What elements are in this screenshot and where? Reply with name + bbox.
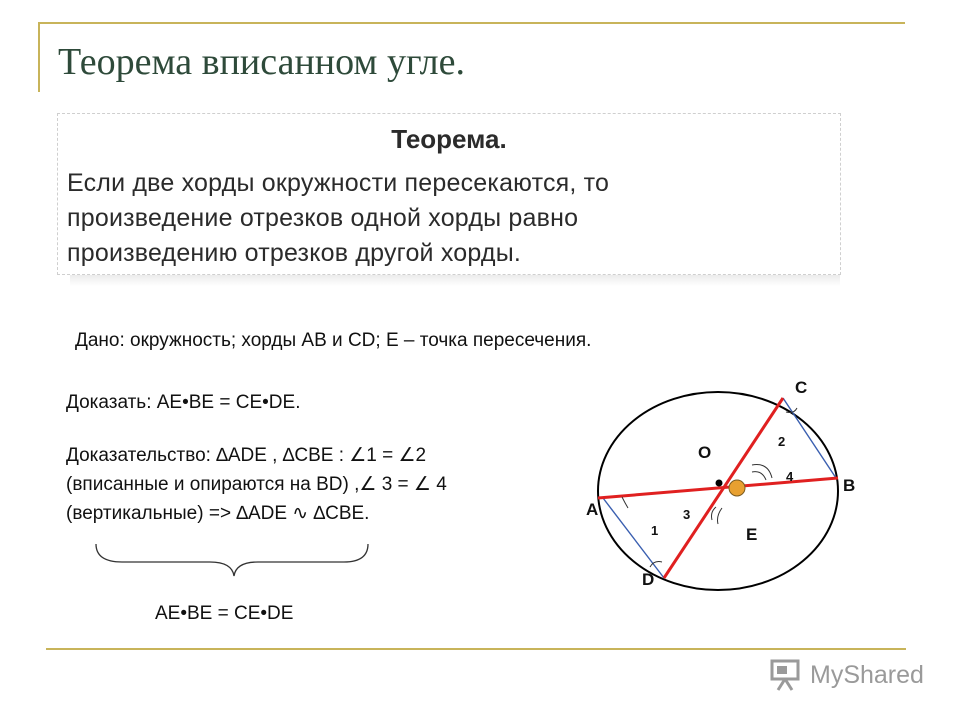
circle [598, 392, 838, 590]
result-statement: АЕ•ВЕ = СЕ•DE [155, 603, 294, 624]
angle-arc-3a [712, 507, 717, 520]
center-point [716, 480, 723, 487]
label-angle-4: 4 [786, 469, 794, 484]
slide-title: Теорема вписанном угле. [58, 41, 465, 83]
theorem-line-3: произведению отрезков другой хорды. [67, 239, 522, 267]
label-b: B [843, 476, 856, 495]
theorem-heading: Теорема. [391, 124, 507, 154]
theorem-line-2: произведение отрезков одной хорды равно [67, 204, 579, 232]
label-o: O [698, 443, 712, 462]
label-d: D [642, 570, 655, 589]
watermark-logo [768, 656, 928, 696]
intersection-marker [729, 480, 745, 496]
presentation-icon [768, 658, 804, 692]
label-angle-1: 1 [651, 523, 659, 538]
label-c: C [795, 378, 808, 397]
segment-cb [783, 398, 836, 478]
given-statement: Дано: окружность; хорды АВ и CD; Е – точка пересечения. [75, 330, 592, 351]
bottom-rule [46, 648, 906, 650]
label-angle-3: 3 [683, 507, 691, 522]
watermark-text: MyShared [810, 661, 924, 689]
label-e: E [746, 525, 758, 544]
angle-arc-3b [718, 508, 723, 524]
label-a: A [586, 500, 599, 519]
prove-statement: Доказать: АЕ•ВЕ = СЕ•DE. [66, 392, 301, 413]
theorem-line-1: Если две хорды окружности пересекаются, то [67, 169, 610, 197]
label-angle-2: 2 [778, 434, 786, 449]
proof-line-1: Доказательство: ∆ADE , ∆CBE : ∠1 = ∠2 [66, 445, 427, 466]
angle-arc-a [622, 497, 628, 508]
angle-arc-4a [752, 472, 766, 480]
chord-cd [664, 398, 786, 578]
proof-line-3: (вертикальные) => ∆ADE ∿ ∆CBE. [66, 503, 370, 524]
proof-line-2: (вписанные и опираются на BD) ,∠ 3 = ∠ 4 [66, 474, 447, 495]
